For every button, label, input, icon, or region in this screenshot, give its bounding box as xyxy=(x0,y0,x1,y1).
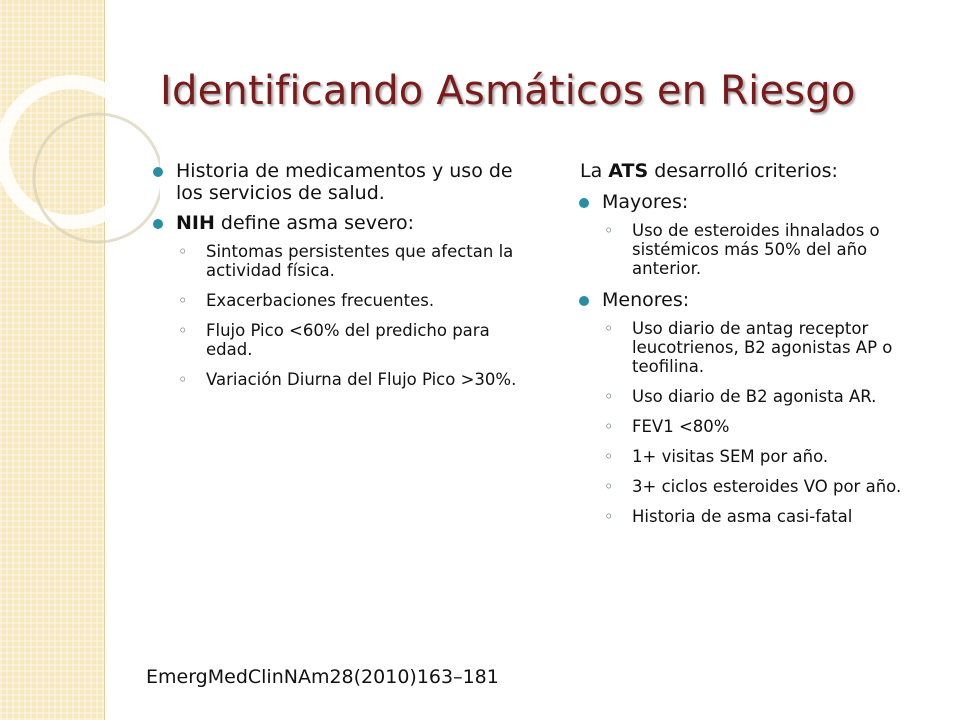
sub-list-item: ◦ Uso diario de antag receptor leucotrienos, B2 agonistas AP o teofilina. xyxy=(576,319,936,376)
sub-list-item: ◦ Flujo Pico <60% del predicho para edad. xyxy=(150,321,540,359)
minor-criteria-heading: Menores: xyxy=(576,289,936,311)
decorative-circles xyxy=(0,0,160,720)
item-text: define asma severo: xyxy=(214,212,415,234)
left-column xyxy=(150,160,540,400)
citation: EmergMedClinNAm28(2010)163–181 xyxy=(146,666,499,688)
nih-sub-list xyxy=(150,242,540,389)
list-item xyxy=(150,160,540,204)
major-criteria-list xyxy=(576,221,936,278)
ats-lead xyxy=(576,160,936,182)
sub-list-item: ◦ 1+ visitas SEM por año. xyxy=(576,447,936,466)
sub-list-item: ◦ Uso de esteroides ihnalados o sistémicos más 50% del año anterior. xyxy=(576,221,936,278)
lead-prefix: La xyxy=(580,160,609,182)
sub-list-item: ◦ Sintomas persistentes que afectan la actividad física. xyxy=(150,242,540,280)
sub-list-item: ◦ FEV1 <80% xyxy=(576,417,936,436)
slide-title: Identificando Asmáticos en Riesgo xyxy=(160,68,856,114)
sub-list-item: ◦ Historia de asma casi-fatal xyxy=(576,507,936,526)
lead-rest: desarrolló criterios: xyxy=(648,160,838,182)
minor-criteria-list xyxy=(576,319,936,526)
decorative-side-band xyxy=(0,0,105,720)
sub-list-item: ◦ 3+ ciclos esteroides VO por año. xyxy=(576,477,936,496)
sub-list-item: ◦ Uso diario de B2 agonista AR. xyxy=(576,387,936,406)
major-criteria-heading: Mayores: xyxy=(576,191,936,213)
nih-label: NIH xyxy=(176,212,215,234)
list-item xyxy=(150,212,540,234)
sub-list-item: ◦ Exacerbaciones frecuentes. xyxy=(150,291,540,310)
ats-label: ATS xyxy=(608,160,649,182)
item-text: Historia de medicamentos y uso de los servicios de salud. xyxy=(176,160,513,204)
sub-list-item: ◦ Variación Diurna del Flujo Pico >30%. xyxy=(150,370,540,389)
right-column xyxy=(576,160,936,537)
